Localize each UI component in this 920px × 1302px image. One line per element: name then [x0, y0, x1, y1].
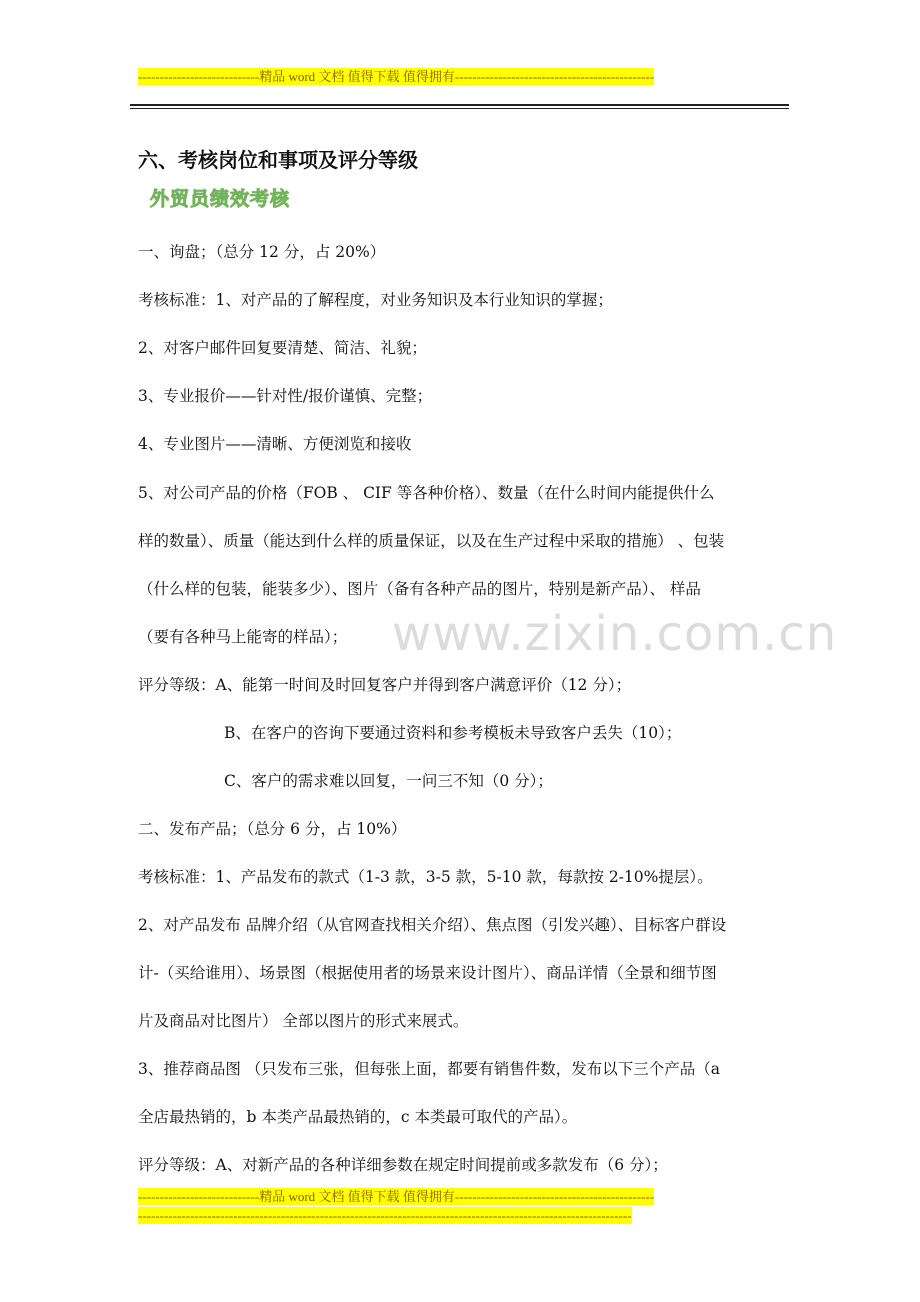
section-heading: 六、考核岗位和事项及评分等级	[138, 148, 418, 172]
watermark: www.zixin.com.cn	[392, 606, 838, 662]
inquiry-criteria-5-line-1: 5、对公司产品的价格（FOB 、 CIF 等各种价格）、数量（在什么时间内能提供什么	[138, 484, 715, 502]
publish-grade-a: 评分等级：A、对新产品的各种详细参数在规定时间提前或多款发布（6 分）；	[138, 1156, 668, 1174]
inquiry-criteria-3: 3、专业报价——针对性/报价谨慎、完整；	[138, 387, 433, 405]
section-subheading: 外贸员绩效考核	[150, 188, 291, 210]
header-banner: ----------------------------精品 word 文档 值得下载 值得拥有----------------------------------------------	[138, 69, 655, 84]
inquiry-grade-b: B、在客户的咨询下要通过资料和参考模板未导致客户丢失（10）；	[224, 724, 682, 742]
header-rule-thick	[130, 104, 789, 106]
item-inquiry-heading: 一、询盘；（总分 12 分，占 20%）	[138, 243, 386, 261]
inquiry-criteria-2: 2、对客户邮件回复要清楚、简洁、礼貌；	[138, 339, 427, 357]
publish-criteria-3-line-2: 全店最热销的，b 本类产品最热销的，c 本类最可取代的产品）。	[138, 1108, 578, 1126]
publish-criteria-2-line-2: 计-（买给谁用）、场景图（根据使用者的场景来设计图片）、商品详情（全景和细节图	[138, 964, 717, 982]
footer-banner: ----------------------------精品 word 文档 值得下载 值得拥有----------------------------------------------	[138, 1189, 655, 1204]
publish-criteria-2-line-1: 2、对产品发布 品牌介绍（从官网查找相关介绍）、焦点图（引发兴趣）、目标客户群设	[138, 916, 727, 934]
inquiry-criteria-1: 考核标准：1、对产品的了解程度，对业务知识及本行业知识的掌握；	[138, 291, 613, 309]
inquiry-grade-c: C、客户的需求难以回复，一问三不知（0 分）；	[224, 772, 553, 790]
publish-criteria-3-line-1: 3、推荐商品图 （只发布三张，但每张上面，都要有销售件数，发布以下三个产品（a	[138, 1060, 721, 1078]
publish-criteria-2-line-3: 片及商品对比图片） 全部以图片的形式来展式。	[138, 1012, 469, 1030]
inquiry-criteria-5-line-4: （要有各种马上能寄的样品）；	[138, 628, 348, 646]
inquiry-grade-a: 评分等级：A、能第一时间及时回复客户并得到客户满意评价（12 分）；	[138, 676, 632, 694]
footer-banner-dashes: ------------------------------------------------------------------------------------------------------------------	[138, 1208, 632, 1223]
inquiry-criteria-5-line-3: （什么样的包装，能装多少）、图片（备有各种产品的图片，特别是新产品）、 样品	[138, 580, 701, 598]
item-publish-heading: 二、发布产品；（总分 6 分，占 10%）	[138, 820, 407, 838]
inquiry-criteria-5-line-2: 样的数量）、质量（能达到什么样的质量保证，以及在生产过程中采取的措施） 、包装	[138, 532, 725, 550]
publish-criteria-1: 考核标准：1、产品发布的款式（1-3 款，3-5 款，5-10 款，每款按 2-10%提层）。	[138, 868, 713, 886]
header-rule-thin	[130, 108, 789, 109]
inquiry-criteria-4: 4、专业图片——清晰、方便浏览和接收	[138, 435, 412, 453]
